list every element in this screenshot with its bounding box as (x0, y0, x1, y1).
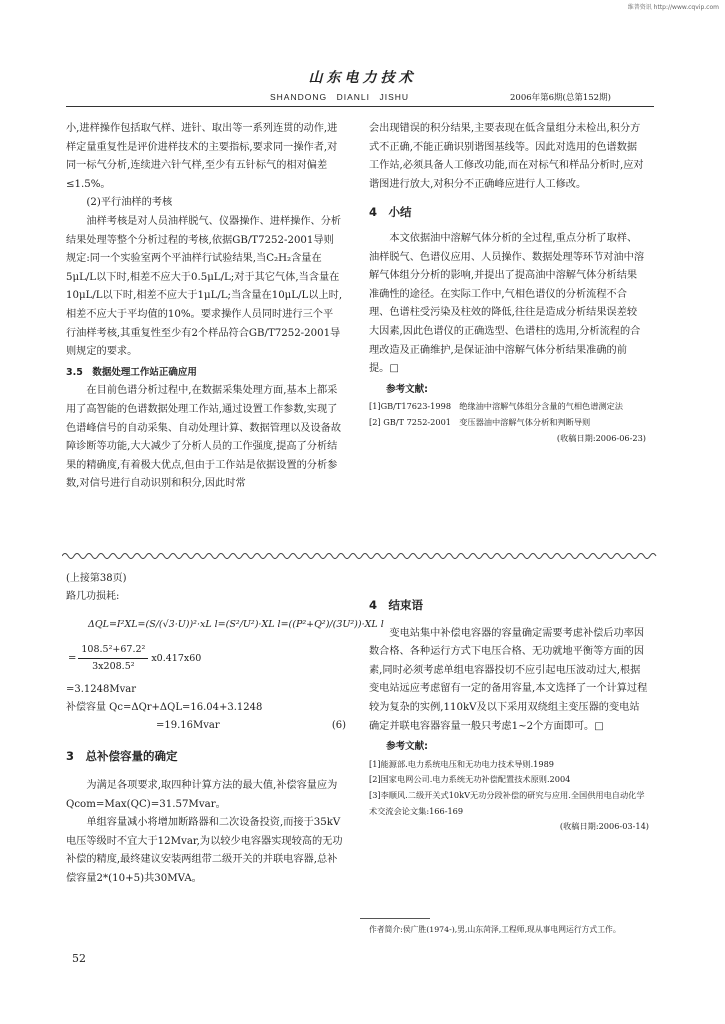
issue-number: 2006年第6期(总第152期) (510, 93, 611, 103)
paragraph: 油样考核是对人员油样脱气、仪器操作、进样操作、分析结果处理等整个分析过程的考核,依据GB/T7252-2001导则规定:同一个实验室两个平油样行试验结果,当C₂H₂含量在5μL/L以下时,相差不应大于0.5μL/L;对于其它气体,当含量在10μL/L以下时,相差不应大于1μL/L;当含量在10μL/L以上时,相差不应大于平均值的10%。要求操作人员同时进行三个平行油样考核,其重复性至少有2个样品符合GB/T7252-2001导则规定的要求。 (66, 215, 343, 358)
bottom-right-column (369, 596, 649, 835)
formula-tail: x0.417x60 (151, 652, 202, 664)
references-heading: 参考文献: (386, 383, 428, 395)
section-heading-4: 4 小结 (369, 205, 412, 220)
top-right-column (369, 120, 646, 446)
compensation-result: =19.16Mvar (156, 720, 220, 731)
references-heading: 参考文献: (386, 741, 428, 753)
footnote-rule (360, 918, 430, 919)
compensation-result-row (66, 717, 346, 735)
formula-line-2: = $\frac{\text{108.5²+67.2²}}{\text{3x208.5²}}$ x0.417x60 (68, 642, 346, 675)
journal-title: 山东电力技术 (308, 70, 417, 86)
formula-denominator: 3x208.5² (92, 661, 135, 672)
paragraph: 本文依据油中溶解气体分析的全过程,重点分析了取样、油样脱气、色谱仪应用、人员操作、数据处理等环节对油中溶解气体组分分析的影响,并提出了提高油中溶解气体分析结果准确性的途径。在实际工作中,气相色谱仪的分析流程不合理、色谱柱受污染及柱效的降低,往往是造成分析结果误差较大因素,因此色谱仪的正确选型、色谱柱的选用,分析流程的合理改造及正确维护,是保证油中溶解气体分析结果准确的前提。□ (369, 232, 645, 375)
paragraph: 在目前色谱分析过程中,在数据采集处理方面,基本上都采用了高智能的色谱数据处理工作站,通过设置工作参数,实现了色谱峰信号的自动采集、自动处理计算、数据管理以及设备故障诊断等功能,大大减少了分析人员的工作强度,提高了分析结果的精确度,有着极大优点,但由于工作站是依据设置的分析参数,对信号进行自动识别和积分,因此时常 (66, 385, 342, 490)
formula-line-1: ΔQL=I²XL=(S/(√3·U))²·xL l=(S²/U²)·XL l=((P²+Q²)/(3U²))·XL l (88, 619, 384, 630)
paragraph: 变电站集中补偿电容器的容量确定需要考虑补偿后功率因数合格、各种运行方式下电压合格、无功就地平衡等方面的因素,同时必须考虑单组电容器投切不应引起电压波动过大,根据变电站远应考虑留有一定的备用容量,本文选择了一个计算过程较为复杂的实例,110kV及以下采用双绕组主变压器的变电站确定并联电容器容量一般只考虑1~2个方面即可。□ (369, 627, 648, 732)
subheading: (2)平行油样的考核 (86, 197, 173, 209)
section-heading-3: 3 总补偿容量的确定 (66, 749, 178, 763)
journal-pinyin: SHANDONG DIANLI JISHU (270, 92, 410, 102)
paragraph: 小,进样操作包括取气样、进针、取出等一系列连贯的动作,进样定量重复性是评价进样技术的主要指标,要求同一操作者,对同一标气分析,连续进六针气样,至少有五针标气的相对偏差≤1.5%。 (66, 123, 338, 190)
continued-note: (上接第38页) (66, 573, 127, 584)
page-number: 52 (72, 952, 86, 965)
reference-item: [2]国家电网公司.电力系统无功补偿配置技术原则.2004 (369, 774, 571, 785)
compensation-formula: 补偿容量 Qc=ΔQr+ΔQL=16.04+3.1248 (66, 702, 263, 713)
author-note: 作者简介:侯广胜(1974-),男,山东菏泽,工程师,现从事电网运行方式工作。 (369, 925, 621, 934)
reference-item: [1]能源部.电力系统电压和无功电力技术导则.1989 (369, 758, 555, 769)
equation-number: (6) (331, 720, 346, 731)
paragraph: 为满足各项要求,取四种计算方法的最大值,补偿容量应为Qcom=Max(QC)=31.57Mvar。 (66, 780, 338, 810)
reference-item: [3]李顺风.二级开关式10kV无功分段补偿的研究与应用.全国供用电自动化学术交流会论文集:166-169 (369, 789, 645, 816)
reference-item: [2] GB/T 7252-2001 变压器油中溶解气体分析和判断导则 (369, 416, 591, 427)
formula-numerator: 108.5²+67.2² (78, 642, 148, 659)
section-heading-4: 4 结束语 (369, 598, 424, 612)
top-left-column (66, 120, 343, 494)
received-date: (收稿日期:2006-06-23) (556, 432, 646, 443)
formula-result: =3.1248Mvar (66, 684, 136, 695)
paragraph: 单组容量减小将增加断路器和二次设备投资,而接于35kV电压等级时不宜大于12Mvar,为以较少电容器实现较高的无功补偿的精度,最终建议安装两组带二级开关的并联电容器,总补偿容量2*(10+5)共30MVA。 (66, 817, 343, 884)
received-date: (收稿日期:2006-03-14) (559, 821, 649, 832)
watermark: 维普资讯 http://www.cqvip.com (627, 4, 719, 11)
reference-item: [1]GB/T17623-1998 绝缘油中溶解气体组分含量的气相色谱测定法 (369, 401, 623, 412)
header-rule (66, 106, 654, 107)
section-heading-3-5: 3.5 数据处理工作站正确应用 (66, 366, 197, 378)
article-separator (62, 551, 660, 561)
bottom-left-column (66, 570, 384, 889)
paragraph: 会出现错误的积分结果,主要表现在低含量组分未检出,积分方式不正确,不能正确识别谐图基线等。因此对选用的色谱数据工作站,必须具备人工修改功能,而在对标气和样品分析时,应对谐图进行放大,对积分不正确峰应进行人工修改。 (369, 123, 644, 190)
loss-label: 路几功损耗: (66, 591, 120, 602)
